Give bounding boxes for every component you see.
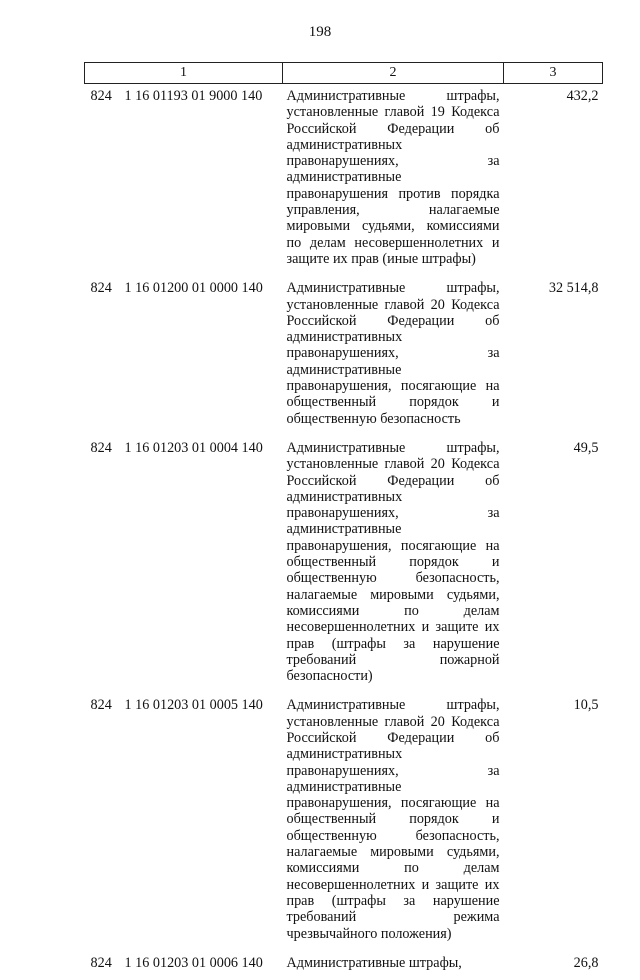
- chapter-code: 824: [91, 697, 125, 713]
- code-cell: [85, 276, 283, 436]
- table-body: [85, 84, 603, 980]
- description-cell: Административные штрафы, установленные главой 19 Кодекса Российской Федерации об административных правонарушениях, за административные правонарушения против порядка управления, налагаемые мировыми судьями, комиссиями по делам несовершеннолетних и защите их прав (иные штрафы): [283, 84, 504, 277]
- table-row: [85, 84, 603, 277]
- description-cell: Административные штрафы, установленные главой 20 Кодекса Российской Федерации об административных правонарушениях, за административные правонарушения, посягающие на общественный порядок и общественную безопасность: [283, 276, 504, 436]
- table-row: [85, 276, 603, 436]
- chapter-code: 824: [91, 280, 125, 296]
- amount-cell: 432,2: [504, 84, 603, 277]
- column-header-code: 1: [85, 63, 283, 84]
- description-cell: Административные штрафы, установленные главой 20 Кодекса Российской Федерации об административных правонарушениях, за административные правонарушения, посягающие на общественный порядок и общественную безопасность, налагаемые мировыми судьями, комиссиями по делам несовершеннолетних и защите их прав (штрафы за нарушение требований пожарной безопасности): [283, 436, 504, 693]
- page-number: 198: [0, 24, 640, 41]
- classification-code: 1 16 01203 01 0006 140: [125, 955, 263, 971]
- amount-cell: 49,5: [504, 436, 603, 693]
- column-header-description: 2: [283, 63, 504, 84]
- code-cell: [85, 436, 283, 693]
- code-cell: [85, 693, 283, 950]
- amount-cell: 26,8: [504, 951, 603, 980]
- amount-cell: 10,5: [504, 693, 603, 950]
- table-row: [85, 693, 603, 950]
- table-row: [85, 436, 603, 693]
- classification-code: 1 16 01193 01 9000 140: [125, 88, 263, 104]
- description-cell: Административные штрафы,: [283, 951, 504, 980]
- code-cell: [85, 951, 283, 980]
- chapter-code: 824: [91, 955, 125, 971]
- table-row: [85, 951, 603, 980]
- chapter-code: 824: [91, 440, 125, 456]
- amount-cell: 32 514,8: [504, 276, 603, 436]
- chapter-code: 824: [91, 88, 125, 104]
- budget-revenue-table: [84, 62, 603, 980]
- classification-code: 1 16 01200 01 0000 140: [125, 280, 263, 296]
- column-header-amount: 3: [504, 63, 603, 84]
- code-cell: [85, 84, 283, 277]
- table-header: [85, 63, 603, 84]
- classification-code: 1 16 01203 01 0005 140: [125, 697, 263, 713]
- description-cell: Административные штрафы, установленные главой 20 Кодекса Российской Федерации об административных правонарушениях, за административные правонарушения, посягающие на общественный порядок и общественную безопасность, налагаемые мировыми судьями, комиссиями по делам несовершеннолетних и защите их прав (штрафы за нарушение требований режима чрезвычайного положения): [283, 693, 504, 950]
- classification-code: 1 16 01203 01 0004 140: [125, 440, 263, 456]
- header-row: [85, 63, 603, 84]
